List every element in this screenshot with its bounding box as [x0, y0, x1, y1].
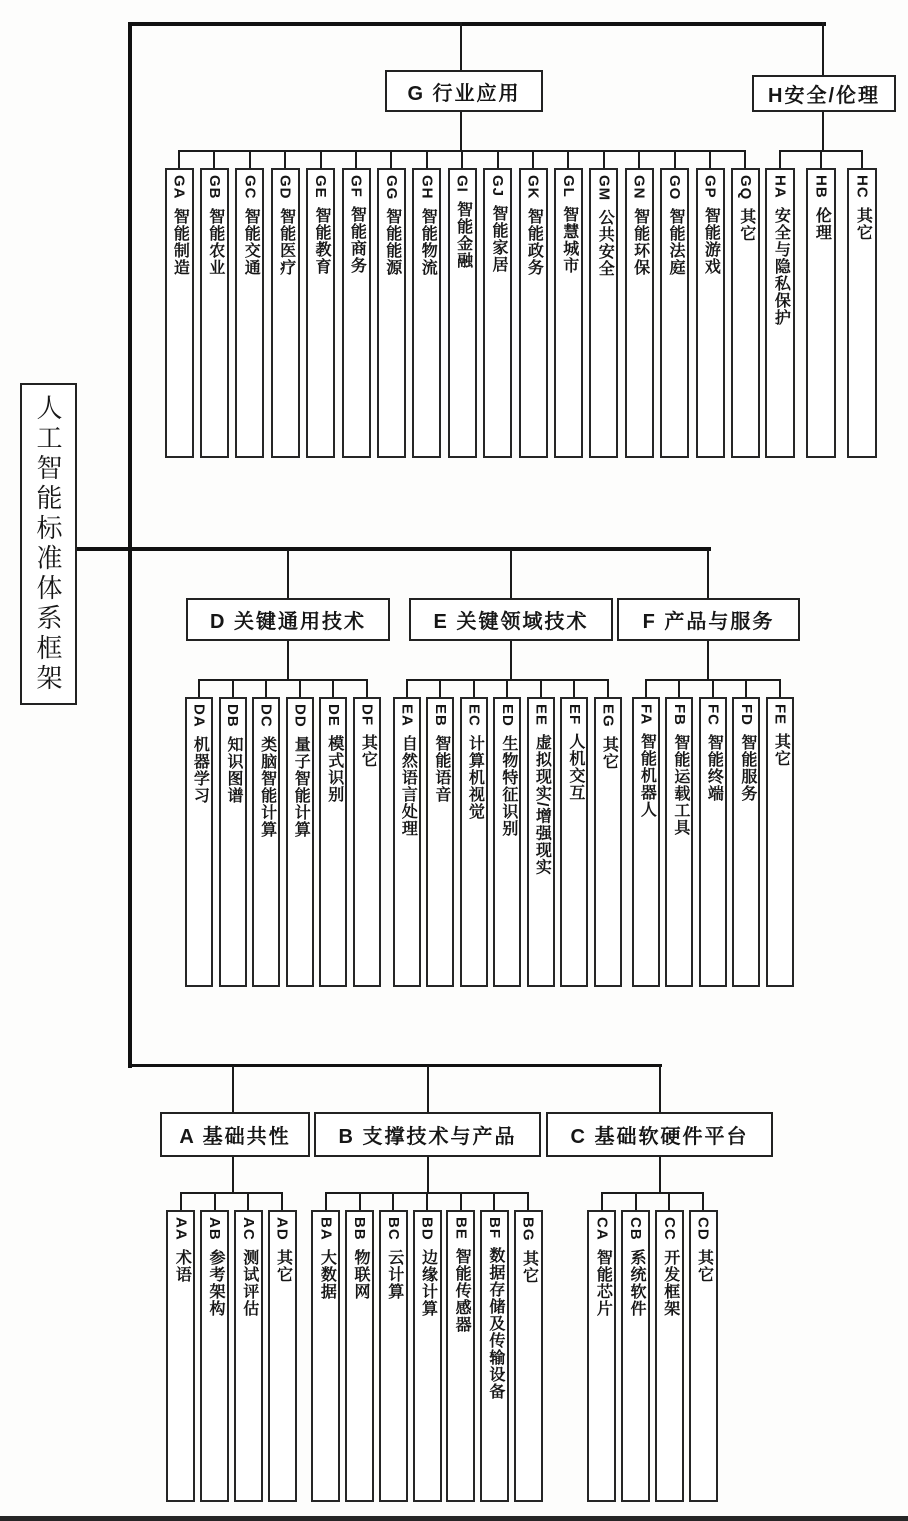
- node-label: 其它: [359, 734, 377, 768]
- node-label: 智能能源: [383, 208, 401, 277]
- node-label: 智能交通: [242, 207, 260, 276]
- node-label: 自然语言处理: [399, 734, 417, 837]
- node-label: 类脑智能计算: [258, 735, 276, 838]
- node-code: EB: [431, 704, 449, 727]
- node-label: 数据存储及传输设备: [486, 1247, 504, 1400]
- node-code: GL: [559, 175, 577, 198]
- node-label: 人机交互: [566, 733, 584, 802]
- node-label: 智能制造: [171, 207, 189, 276]
- connector-stub-FB: [678, 679, 680, 697]
- tree-node-GL: [554, 168, 583, 458]
- node-label: 智能游戏: [702, 206, 720, 275]
- node-label: 参考架构: [207, 1248, 225, 1317]
- node-code: GD: [276, 175, 294, 200]
- node-label: 大数据: [318, 1248, 336, 1300]
- connector-stub-HC: [861, 150, 863, 168]
- node-code: BG: [519, 1217, 537, 1242]
- tree-node-AD: [268, 1210, 297, 1502]
- tree-node-HB: [806, 168, 836, 458]
- section-box-e-key-domain-tech: [409, 598, 613, 641]
- connector-stub-BB: [359, 1192, 361, 1210]
- section-title: F 产品与服务: [642, 611, 775, 633]
- node-code: GH: [418, 175, 436, 200]
- tree-node-GN: [625, 168, 654, 458]
- connector-stub-FC: [712, 679, 714, 697]
- node-label: 智能环保: [631, 207, 649, 276]
- tree-node-BF: [480, 1210, 509, 1502]
- node-code: FA: [637, 704, 655, 726]
- connector-rail-C: [601, 1192, 704, 1194]
- node-code: DB: [224, 704, 242, 728]
- tree-node-BC: [379, 1210, 408, 1502]
- tree-node-BB: [345, 1210, 374, 1502]
- connector-stub-GM: [603, 150, 605, 168]
- node-code: AC: [239, 1217, 257, 1241]
- node-code: BB: [351, 1217, 369, 1241]
- node-code: BE: [452, 1217, 470, 1240]
- node-label: 其它: [274, 1248, 292, 1283]
- section-box-g-industry-applications: [385, 70, 543, 112]
- section-box-a-foundation-commonality: [160, 1112, 310, 1157]
- root-title-box: [20, 383, 77, 705]
- connector-stub-EA: [406, 679, 408, 697]
- tree-node-FC: [699, 697, 727, 987]
- node-code: ED: [498, 704, 516, 727]
- connector-stub-AA: [180, 1192, 182, 1210]
- connector-stub-CB: [635, 1192, 637, 1210]
- tree-node-EA: [393, 697, 421, 987]
- section-box-f-products-services: [617, 598, 800, 641]
- node-code: EA: [398, 704, 416, 727]
- node-label: 云计算: [385, 1248, 403, 1300]
- tree-node-GB: [200, 168, 229, 458]
- node-code: GN: [630, 175, 648, 200]
- node-code: GO: [666, 175, 684, 201]
- connector-stub-BD: [426, 1192, 428, 1210]
- connector-stub-CD: [702, 1192, 704, 1210]
- connector-rail-D: [198, 679, 368, 681]
- tree-node-HC: [847, 168, 877, 458]
- connector-parent-drop-F: [707, 550, 709, 598]
- tree-node-DD: [286, 697, 314, 987]
- connector-stub-GQ: [744, 150, 746, 168]
- node-label: 智能法庭: [667, 208, 684, 277]
- tree-node-GP: [696, 168, 725, 458]
- node-label: 智能芯片: [594, 1248, 612, 1317]
- node-code: DA: [190, 704, 208, 728]
- connector-stub-AC: [247, 1192, 249, 1210]
- connector-stub-CC: [668, 1192, 670, 1210]
- node-code: EE: [532, 704, 550, 727]
- node-code: GE: [312, 175, 330, 199]
- node-code: CC: [660, 1217, 678, 1241]
- node-code: GA: [170, 175, 188, 200]
- node-label: 其它: [520, 1249, 538, 1284]
- connector-stub-BG: [527, 1192, 529, 1210]
- connector-stub-EB: [439, 679, 441, 697]
- node-code: AD: [273, 1217, 291, 1241]
- node-label: 安全与隐私保护: [772, 206, 790, 326]
- node-code: EC: [465, 704, 483, 727]
- bottom-tier-rail: [128, 1064, 662, 1067]
- connector-children-drop-F: [707, 641, 709, 679]
- node-label: 智慧城市: [560, 205, 578, 274]
- tree-node-ED: [493, 697, 521, 987]
- tree-node-FD: [732, 697, 760, 987]
- node-code: HC: [853, 175, 871, 199]
- connector-stub-GA: [178, 150, 180, 168]
- section-box-c-basic-software-hardware-platform: [546, 1112, 773, 1157]
- node-label: 智能语音: [432, 734, 450, 803]
- node-code: GF: [347, 175, 365, 198]
- node-label: 系统软件: [628, 1248, 646, 1317]
- connector-stub-GG: [390, 150, 392, 168]
- section-box-b-supporting-tech-products: [314, 1112, 541, 1157]
- node-label: 智能机器人: [638, 733, 656, 819]
- connector-parent-drop-D: [287, 550, 289, 598]
- node-label: 生物特征识别: [499, 734, 517, 837]
- node-code: GB: [205, 175, 223, 200]
- node-code: BD: [418, 1217, 436, 1241]
- connector-parent-drop-C: [659, 1066, 661, 1112]
- connector-stub-BE: [460, 1192, 462, 1210]
- connector-stub-DE: [332, 679, 334, 697]
- section-title: G 行业应用: [407, 82, 521, 105]
- connector-stub-GH: [426, 150, 428, 168]
- connector-stub-GD: [284, 150, 286, 168]
- connector-parent-drop-A: [232, 1066, 234, 1112]
- connector-stub-BC: [392, 1192, 394, 1210]
- tree-node-FA: [632, 697, 660, 987]
- node-code: FB: [670, 704, 688, 726]
- connector-stub-GL: [567, 150, 569, 168]
- node-label: 其它: [737, 208, 755, 243]
- connector-stub-CA: [601, 1192, 603, 1210]
- node-label: 智能服务: [738, 734, 756, 802]
- connector-stub-FA: [645, 679, 647, 697]
- tree-node-BE: [446, 1210, 475, 1502]
- node-label: 智能传感器: [453, 1247, 471, 1333]
- node-label: 其它: [695, 1248, 713, 1283]
- node-label: 知识图谱: [225, 735, 242, 804]
- node-label: 公共安全: [596, 209, 614, 278]
- node-code: EF: [565, 704, 583, 726]
- connector-stub-GJ: [497, 150, 499, 168]
- node-label: 智能教育: [313, 206, 330, 275]
- node-label: 智能医疗: [277, 207, 295, 276]
- node-code: DC: [257, 704, 275, 728]
- connector-stub-DA: [198, 679, 200, 697]
- node-code: GP: [701, 175, 719, 199]
- connector-stub-HB: [820, 150, 822, 168]
- node-code: DD: [291, 704, 309, 728]
- connector-stub-EC: [473, 679, 475, 697]
- tree-node-GJ: [483, 168, 512, 458]
- tree-node-GI: [448, 168, 477, 458]
- section-title: H安全/伦理: [768, 85, 880, 107]
- tree-node-GF: [342, 168, 371, 458]
- node-code: GK: [524, 175, 542, 200]
- node-label: 量子智能计算: [292, 735, 310, 838]
- connector-stub-EG: [607, 679, 609, 697]
- tree-node-GG: [377, 168, 406, 458]
- node-code: GM: [595, 175, 613, 202]
- connector-children-drop-D: [287, 641, 289, 679]
- tree-node-CA: [587, 1210, 616, 1502]
- connector-stub-DD: [299, 679, 301, 697]
- tree-node-BD: [413, 1210, 442, 1502]
- mid-tier-rail: [75, 547, 711, 551]
- connector-children-drop-H: [822, 112, 824, 150]
- node-code: BA: [317, 1217, 335, 1241]
- connector-stub-EE: [540, 679, 542, 697]
- tree-node-GC: [235, 168, 264, 458]
- node-code: CA: [593, 1217, 611, 1241]
- node-code: AA: [172, 1217, 190, 1241]
- tree-node-AA: [166, 1210, 195, 1502]
- node-code: FC: [704, 704, 722, 726]
- tree-node-GA: [165, 168, 194, 458]
- tree-node-AB: [200, 1210, 229, 1502]
- connector-stub-FE: [779, 679, 781, 697]
- connector-parent-drop-H: [822, 22, 824, 75]
- connector-children-drop-G: [460, 112, 462, 150]
- tree-node-GK: [519, 168, 548, 458]
- node-code: GQ: [736, 175, 754, 201]
- connector-stub-GC: [249, 150, 251, 168]
- tree-node-GO: [660, 168, 689, 458]
- tree-node-DB: [219, 697, 247, 987]
- node-label: 智能终端: [705, 734, 723, 802]
- connector-parent-drop-E: [510, 550, 512, 598]
- scan-edge-bar: [0, 1516, 908, 1521]
- node-label: 开发框架: [661, 1248, 679, 1317]
- connector-children-drop-B: [427, 1157, 429, 1192]
- node-label: 其它: [772, 733, 790, 768]
- node-label: 边缘计算: [419, 1248, 437, 1317]
- tree-node-AC: [234, 1210, 263, 1502]
- node-code: GG: [382, 175, 400, 201]
- connector-children-drop-E: [510, 641, 512, 679]
- node-code: EG: [599, 704, 617, 728]
- node-label: 伦理: [813, 206, 831, 241]
- node-label: 智能商务: [348, 205, 366, 274]
- node-label: 智能物流: [419, 207, 437, 276]
- node-label: 计算机视觉: [466, 734, 484, 820]
- connector-stub-BA: [325, 1192, 327, 1210]
- section-title: B 支撑技术与产品: [338, 1126, 517, 1148]
- node-label: 物联网: [352, 1248, 370, 1300]
- node-code: FE: [771, 704, 789, 726]
- node-label: 智能运载工具: [671, 734, 689, 836]
- tree-node-EB: [426, 697, 454, 987]
- node-code: CD: [694, 1217, 712, 1241]
- node-label: 其它: [600, 735, 618, 770]
- tree-node-DC: [252, 697, 280, 987]
- connector-stub-DF: [366, 679, 368, 697]
- trunk-line: [128, 22, 132, 1068]
- connector-children-drop-A: [232, 1157, 234, 1192]
- node-code: DE: [324, 704, 342, 727]
- tree-node-DE: [319, 697, 347, 987]
- connector-stub-GE: [320, 150, 322, 168]
- tree-node-EF: [560, 697, 588, 987]
- tree-node-DF: [353, 697, 381, 987]
- node-label: 智能农业: [206, 207, 224, 276]
- node-label: 术语: [173, 1248, 191, 1283]
- tree-node-EC: [460, 697, 488, 987]
- connector-stub-EF: [573, 679, 575, 697]
- tree-node-GE: [306, 168, 335, 458]
- tree-node-CB: [621, 1210, 650, 1502]
- tree-node-FE: [766, 697, 794, 987]
- connector-stub-GO: [674, 150, 676, 168]
- connector-stub-GP: [709, 150, 711, 168]
- connector-stub-GN: [638, 150, 640, 168]
- section-title: E 关键领域技术: [433, 611, 589, 633]
- tree-node-FB: [665, 697, 693, 987]
- tree-node-GD: [271, 168, 300, 458]
- connector-stub-BF: [493, 1192, 495, 1210]
- tree-node-CD: [689, 1210, 718, 1502]
- node-code: AB: [206, 1217, 224, 1241]
- connector-stub-GB: [213, 150, 215, 168]
- connector-parent-drop-G: [460, 22, 462, 70]
- tree-node-BA: [311, 1210, 340, 1502]
- connector-rail-A: [180, 1192, 283, 1194]
- tree-node-GQ: [731, 168, 760, 458]
- node-label: 智能政务: [525, 207, 543, 276]
- root-title: 人工智能标准体系框架: [33, 394, 63, 694]
- node-code: FD: [737, 704, 755, 726]
- connector-stub-AB: [214, 1192, 216, 1210]
- tree-node-BG: [514, 1210, 543, 1502]
- connector-stub-AD: [281, 1192, 283, 1210]
- section-title: C 基础软硬件平台: [570, 1126, 749, 1148]
- tree-node-GH: [412, 168, 441, 458]
- connector-stub-HA: [779, 150, 781, 168]
- connector-stub-GI: [461, 150, 463, 168]
- top-tier-rail: [128, 22, 826, 26]
- connector-parent-drop-B: [427, 1066, 429, 1112]
- node-label: 测试评估: [240, 1248, 258, 1317]
- tree-node-DA: [185, 697, 213, 987]
- node-label: 模式识别: [325, 734, 343, 803]
- node-code: GI: [453, 175, 471, 193]
- tree-node-EG: [594, 697, 622, 987]
- tree-node-GM: [589, 168, 618, 458]
- node-label: 智能金融: [454, 200, 472, 269]
- connector-stub-GF: [355, 150, 357, 168]
- section-title: A 基础共性: [179, 1126, 291, 1148]
- node-code: DF: [358, 704, 376, 726]
- node-code: BF: [485, 1217, 503, 1239]
- section-box-d-key-general-tech: [186, 598, 390, 641]
- connector-stub-ED: [506, 679, 508, 697]
- node-label: 机器学习: [191, 735, 209, 804]
- tree-node-HA: [765, 168, 795, 458]
- node-code: BC: [384, 1217, 402, 1241]
- connector-stub-FD: [745, 679, 747, 697]
- node-code: GJ: [489, 175, 507, 198]
- node-label: 其它: [854, 206, 872, 241]
- connector-stub-DB: [232, 679, 234, 697]
- node-code: CB: [627, 1217, 645, 1241]
- tree-node-EE: [527, 697, 555, 987]
- node-code: HA: [771, 175, 789, 199]
- connector-stub-GK: [532, 150, 534, 168]
- tree-node-CC: [655, 1210, 684, 1502]
- node-label: 智能家居: [490, 205, 507, 274]
- node-code: HB: [812, 175, 830, 199]
- node-label: 虚拟现实/增强现实: [533, 734, 551, 876]
- connector-children-drop-C: [659, 1157, 661, 1192]
- section-box-h-safety-ethics: [752, 75, 896, 112]
- node-code: GC: [241, 175, 259, 200]
- section-title: D 关键通用技术: [210, 611, 366, 633]
- connector-stub-DC: [265, 679, 267, 697]
